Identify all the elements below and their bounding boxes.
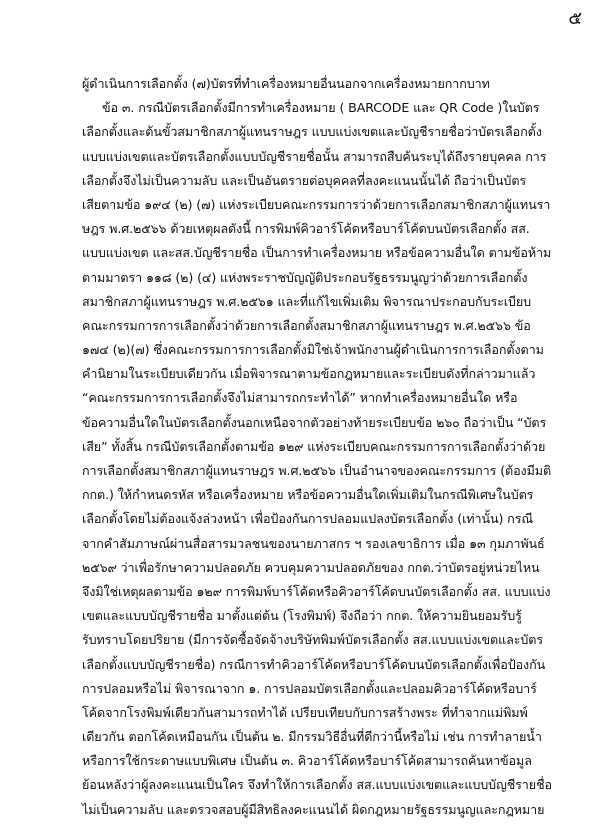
text-line: ๑๗๔ (๒)(๗) ซึ่งคณะกรรมการการเลือกตั้งมิใช่เจ้าพนักงานผู้ดำเนินการการเลือกตั้งตาม (82, 342, 544, 358)
text-line: คณะกรรมการการเลือกตั้งว่าด้วยการเลือกตั้งสมาชิกสภาผู้แทนราษฎร พ.ศ.๒๕๖๖ ข้อ (82, 317, 531, 333)
text-line: คำนิยามในระเบียบเดียวกัน เมื่อพิจารณาตามข้อกฎหมายและระเบียบดังที่กล่าวมาแล้ว (82, 366, 536, 382)
text-line: ย้อนหลังว่าผู้ลงคะแนนเป็นใคร จึงทำให้การเลือกตั้ง สส.แบบแบ่งเขตและแบบบัญชีรายชื่อ (82, 777, 552, 793)
text-line: เสีย” ทั้งสิ้น กรณีบัตรเลือกตั้งตามข้อ ๑๒๙ แห่งระเบียบคณะกรรมการการเลือกตั้งว่าด้วย (82, 438, 546, 454)
text-line: สมาชิกสภาผู้แทนราษฎร พ.ศ.๒๕๖๑ และที่แก้ไขเพิ่มเติม พิจารณาประกอบกับระเบียบ (82, 293, 532, 309)
text-line: ตามมาตรา ๑๑๘ (๒) (๔) แห่งพระราชบัญญัติประกอบรัฐธรรมนูญว่าด้วยการเลือกตั้ง (82, 269, 528, 285)
text-line: ข้อ ๓. กรณีบัตรเลือกตั้งมีการทำเครื่องหมาย ( BARCODE และ QR Code )ในบัตร (102, 100, 540, 116)
text-line: ๒๕๖๙ ว่าเพื่อรักษาความปลอดภัย ควบคุมความปลอดภัยของ กกต.ว่าบัตรอยู่หน่วยไหน (82, 559, 540, 575)
body-text (82, 72, 552, 822)
text-line: เขตและแบบบัญชีรายชื่อ มาตั้งแต่ต้น (โรงพิมพ์) จึงถือว่า กกต. ให้ความยินยอมรับรู้ (82, 608, 522, 624)
text-line: แบบแบ่งเขต และสส.บัญชีรายชื่อ เป็นการทำเครื่องหมาย หรือข้อความอื่นใด ตามข้อห้าม (82, 245, 552, 261)
text-line: โค้ดจากโรงพิมพ์เดียวกันสามารถทำได้ เปรียบเทียบกับการสร้างพระ ที่ทำจากแม่พิมพ์ (82, 704, 528, 720)
text-line: หรือการใช้กระดาษแบบพิเศษ เป็นต้น ๓. คิวอาร์โค้ดหรือบาร์โค้ดสามารถค้นหาข้อมูล (82, 753, 532, 769)
text-line: จึงมิใช่เหตุผลตามข้อ ๑๒๙ การพิมพ์บาร์โค้ดหรือคิวอาร์โค้ดบนบัตรเลือกตั้ง สส. แบบแบ่ง (82, 583, 551, 599)
text-line: เลือกตั้งแบบบัญชีรายชื่อ) กรณีการทำคิวอาร์โค้ดหรือบาร์โค้ดบนบัตรเลือกตั้งเพื่อป้องกัน (82, 656, 546, 672)
text-line: ษฎร พ.ศ.๒๕๖๖ ด้วยเหตุผลดังนี้ การพิมพ์คิวอาร์โค้ดหรือบาร์โค้ดบนบัตรเลือกตั้ง สส. (82, 221, 530, 237)
text-line: กกต.) ให้กำหนดรหัส หรือเครื่องหมาย หรือข้อความอื่นใดเพิ่มเติมในกรณีพิเศษในบัตร (82, 487, 534, 503)
text-line: เลือกตั้งและต้นขั้วสมาชิกสภาผู้แทนราษฎร แบบแบ่งเขตและบัญชีรายชื่อว่าบัตรเลือกตั้ง (82, 124, 542, 140)
text-line: จากคำสัมภาษณ์ผ่านสื่อสารมวลชนของนายภาสกร ฯ รองเลขาธิการ เมื่อ ๑๓ กุมภาพันธ์ (82, 535, 545, 551)
page-number: ๕ (568, 8, 582, 29)
text-line: เดียวกัน ตอกโค้ดเหมือนกัน เป็นต้น ๒. มีกรรมวิธีอื่นที่ดีกว่านี้หรือไม่ เช่น การทำลายน้ำ (82, 729, 542, 745)
text-line: เลือกตั้งจึงไม่เป็นความลับ และเป็นอันตรายต่อบุคคลที่ลงคะแนนนั้นได้ ถือว่าเป็นบัตร (82, 172, 527, 188)
text-line: “คณะกรรมการการเลือกตั้งจึงไม่สามารถกระทำได้” หากทำเครื่องหมายอื่นใด หรือ (82, 390, 518, 406)
text-line: รับทราบโดยปริยาย (มีการจัดซื้อจัดจ้างบริษัทพิมพ์บัตรเลือกตั้ง สส.แบบแบ่งเขตและบัตร (82, 632, 544, 648)
text-line: ไม่เป็นความลับ และตรวจสอบผู้มีสิทธิลงคะแนนได้ ผิดกฎหมายรัฐธรรมนูญและกฎหมาย (82, 801, 545, 817)
text-line: ข้อความอื่นใดในบัตรเลือกตั้งนอกเหนือจากตัวอย่างท้ายระเบียบข้อ ๒๖๐ ถือว่าเป็น “บัตร (82, 414, 547, 430)
text-line: แบบแบ่งเขตและบัตรเลือกตั้งแบบบัญชีรายชื่อนั้น สามารถสืบค้นระบุได้ถึงรายบุคคล การ (82, 148, 547, 164)
text-line: เลือกตั้งโดยไม่ต้องแจ้งล่วงหน้า เพื่อป้องกันการปลอมแปลงบัตรเลือกตั้ง (เท่านั้น) กรณี (82, 511, 533, 527)
text-line: การปลอมหรือไม่ พิจารณาจาก ๑. การปลอมบัตรเลือกตั้งและปลอมคิวอาร์โค้ดหรือบาร์ (82, 680, 537, 696)
text-line: เสียตามข้อ ๑๙๔ (๒) (๗) แห่งระเบียบคณะกรรมการว่าด้วยการเลือกสมาชิกสภาผู้แทนรา (82, 196, 551, 212)
text-line: ผู้ดำเนินการเลือกตั้ง (๗)บัตรที่ทำเครื่องหมายอื่นนอกจากเครื่องหมายกากบาท (82, 76, 490, 91)
text-line: การเลือกตั้งสมาชิกสภาผู้แทนราษฎร พ.ศ.๒๕๖๖ เป็นอำนาจของคณะกรรมการ (ต้องมีมติ (82, 463, 552, 478)
